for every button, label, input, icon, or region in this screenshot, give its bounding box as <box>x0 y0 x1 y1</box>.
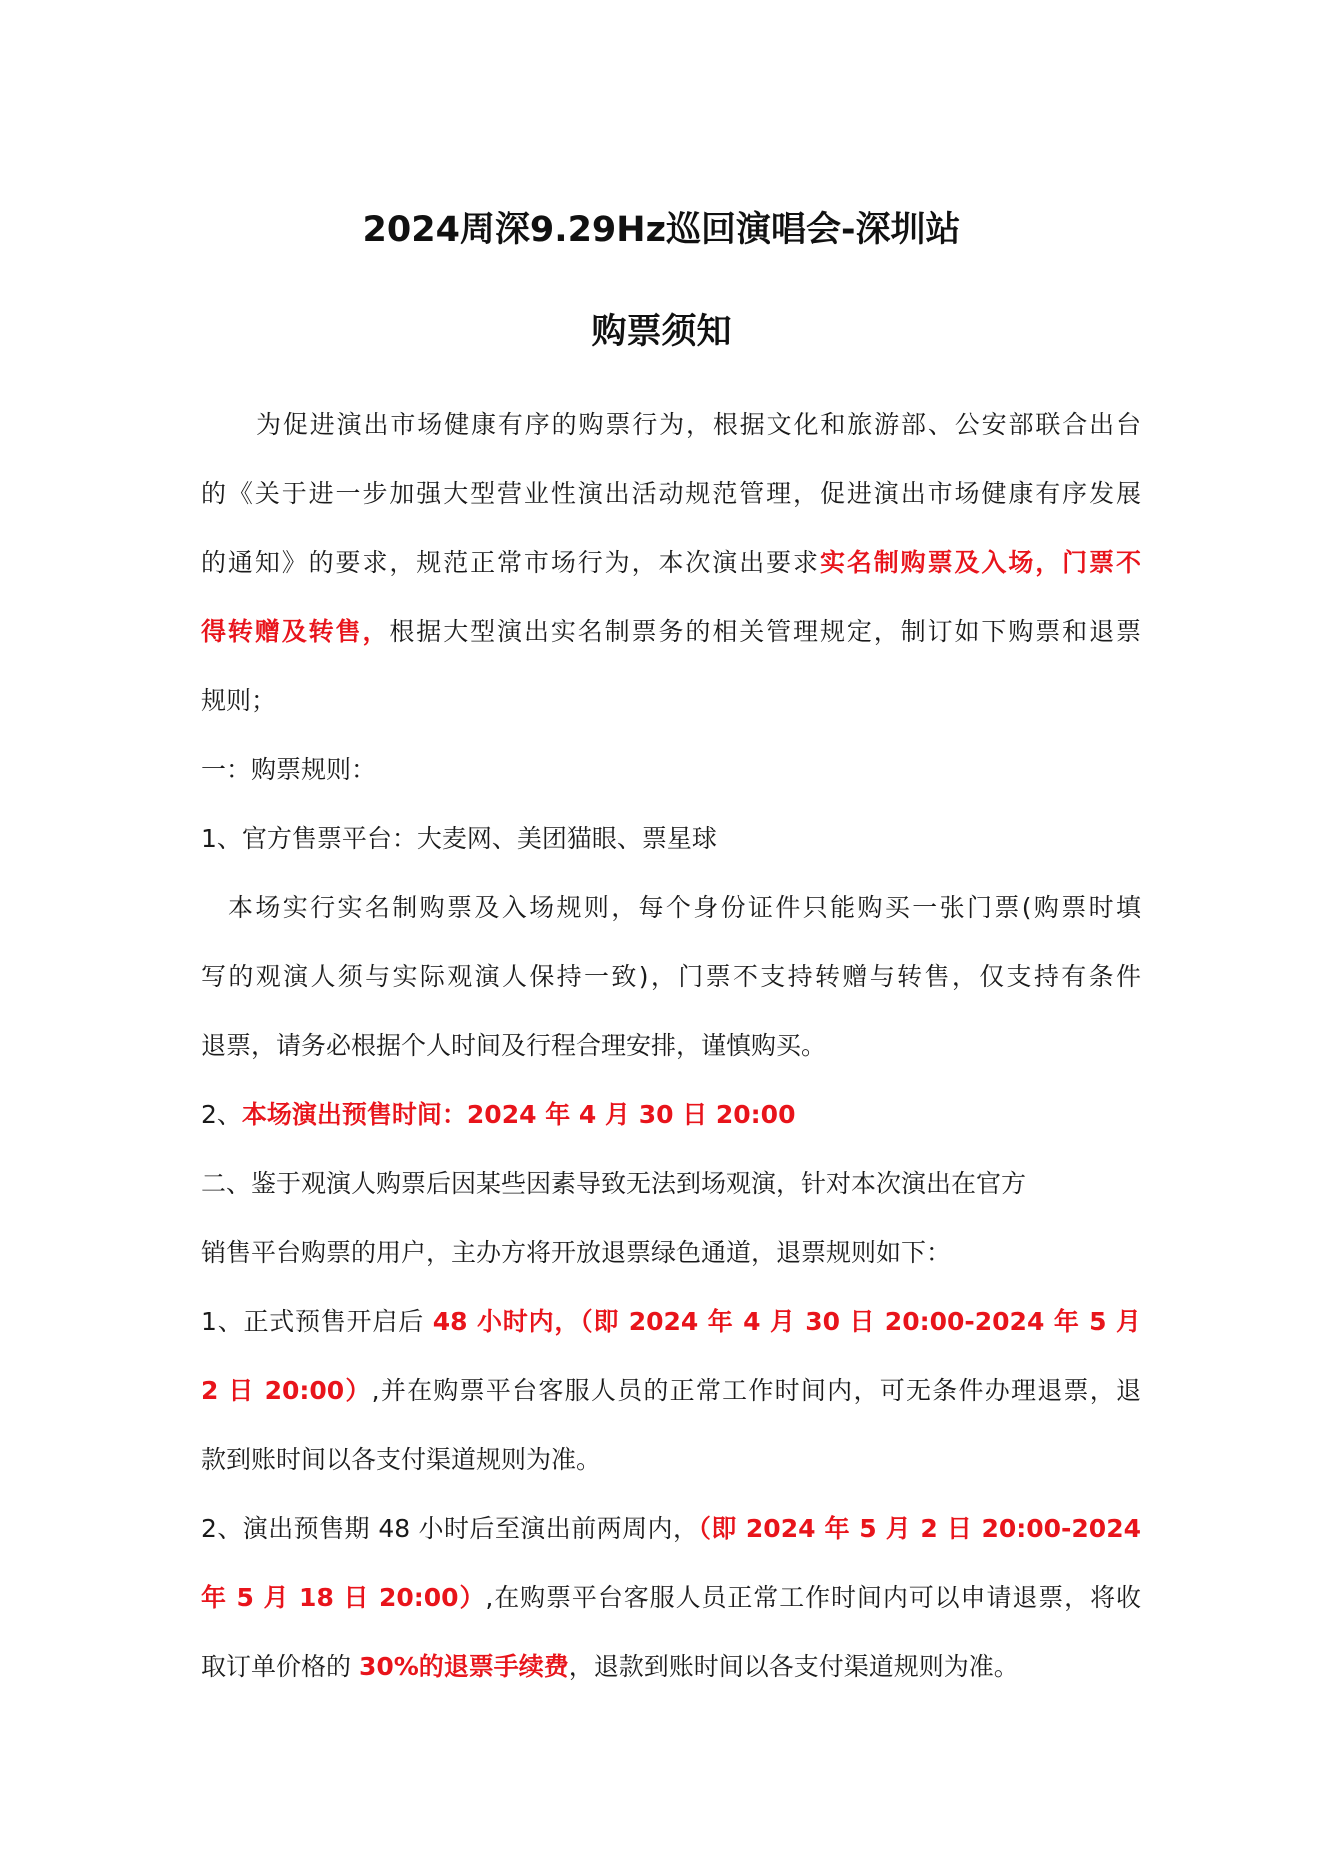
rule2-line-3-text-b: ，退款到账时间以各支付渠道规则为准。 <box>568 1652 1019 1681</box>
rule2-highlight-end: 年 5 月 18 日 20:00） <box>201 1583 486 1612</box>
rule2-highlight-range: （即 2024 年 5 月 2 日 20:00-2024 <box>698 1514 1141 1543</box>
rule2-prefix: 2、演出预售期 48 小时后至演出前两周内， <box>201 1514 699 1543</box>
intro-line-4-text: 根据大型演出实名制票务的相关管理规定，制订如下购票和退票 <box>389 617 1141 646</box>
rule2-line-2 <box>201 1581 1141 1615</box>
section1-item2 <box>201 1098 1141 1132</box>
rule2-fee-highlight: 30%的退票手续费 <box>358 1652 569 1681</box>
rule1-line-2 <box>201 1374 1141 1408</box>
rule1-line-1 <box>201 1305 1141 1339</box>
section1-item2-presale-time: 本场演出预售时间：2024 年 4 月 30 日 20:00 <box>241 1100 796 1129</box>
section1-para-line-1: 本场实行实名制购票及入场规则，每个身份证件只能购买一张门票(购票时填 <box>228 893 1141 922</box>
rule2-line-3-text-a: 取订单价格的 <box>201 1652 359 1681</box>
section1-para-line-2: 写的观演人须与实际观演人保持一致)，门票不支持转赠与转售，仅支持有条件 <box>201 962 1141 991</box>
intro-line-5: 规则； <box>201 686 277 715</box>
rule1-line-2-text: ,并在购票平台客服人员的正常工作时间内，可无条件办理退票，退 <box>371 1376 1141 1405</box>
rule2-line-3 <box>201 1650 1141 1684</box>
document-subtitle: 购票须知 <box>591 312 732 352</box>
rule2-line-2-text: ,在购票平台客服人员正常工作时间内可以申请退票，将收 <box>485 1583 1141 1612</box>
rule1-highlight-range: （即 2024 年 4 月 30 日 20:00-2024 年 5 月 <box>580 1307 1141 1336</box>
intro-line-2: 的《关于进一步加强大型营业性演出活动规范管理，促进演出市场健康有序发展 <box>201 479 1141 508</box>
intro-line-3 <box>201 546 1141 580</box>
section1-item1: 1、官方售票平台：大麦网、美团猫眼、票星球 <box>201 824 717 853</box>
rule1-highlight-end: 2 日 20:00） <box>201 1376 372 1405</box>
rule1-prefix: 1、正式预售开启后 <box>201 1307 433 1336</box>
intro-line-4-highlight: 得转赠及转售， <box>201 617 390 646</box>
section1-item2-prefix: 2、 <box>201 1100 242 1129</box>
intro-line-3-highlight: 实名制购票及入场，门票不 <box>819 548 1141 577</box>
rule2-line-1 <box>201 1512 1141 1546</box>
section2-heading-line-1: 二、鉴于观演人购票后因某些因素导致无法到场观演，针对本次演出在官方 <box>201 1169 1027 1198</box>
rule1-line-3: 款到账时间以各支付渠道规则为准。 <box>201 1445 602 1474</box>
section1-heading: 一：购票规则： <box>201 755 377 784</box>
intro-line-3-text: 的通知》的要求，规范正常市场行为，本次演出要求 <box>201 548 820 577</box>
intro-line-4 <box>201 615 1141 649</box>
section1-para-line-3: 退票，请务必根据个人时间及行程合理安排，谨慎购买。 <box>201 1031 827 1060</box>
intro-line-1: 为促进演出市场健康有序的购票行为，根据文化和旅游部、公安部联合出台 <box>256 410 1141 439</box>
document-title: 2024周深9.29Hz巡回演唱会-深圳站 <box>362 210 961 250</box>
rule1-highlight-hours: 48 小时内， <box>432 1307 581 1336</box>
section2-heading-line-2: 销售平台购票的用户，主办方将开放退票绿色通道，退票规则如下： <box>201 1238 952 1267</box>
